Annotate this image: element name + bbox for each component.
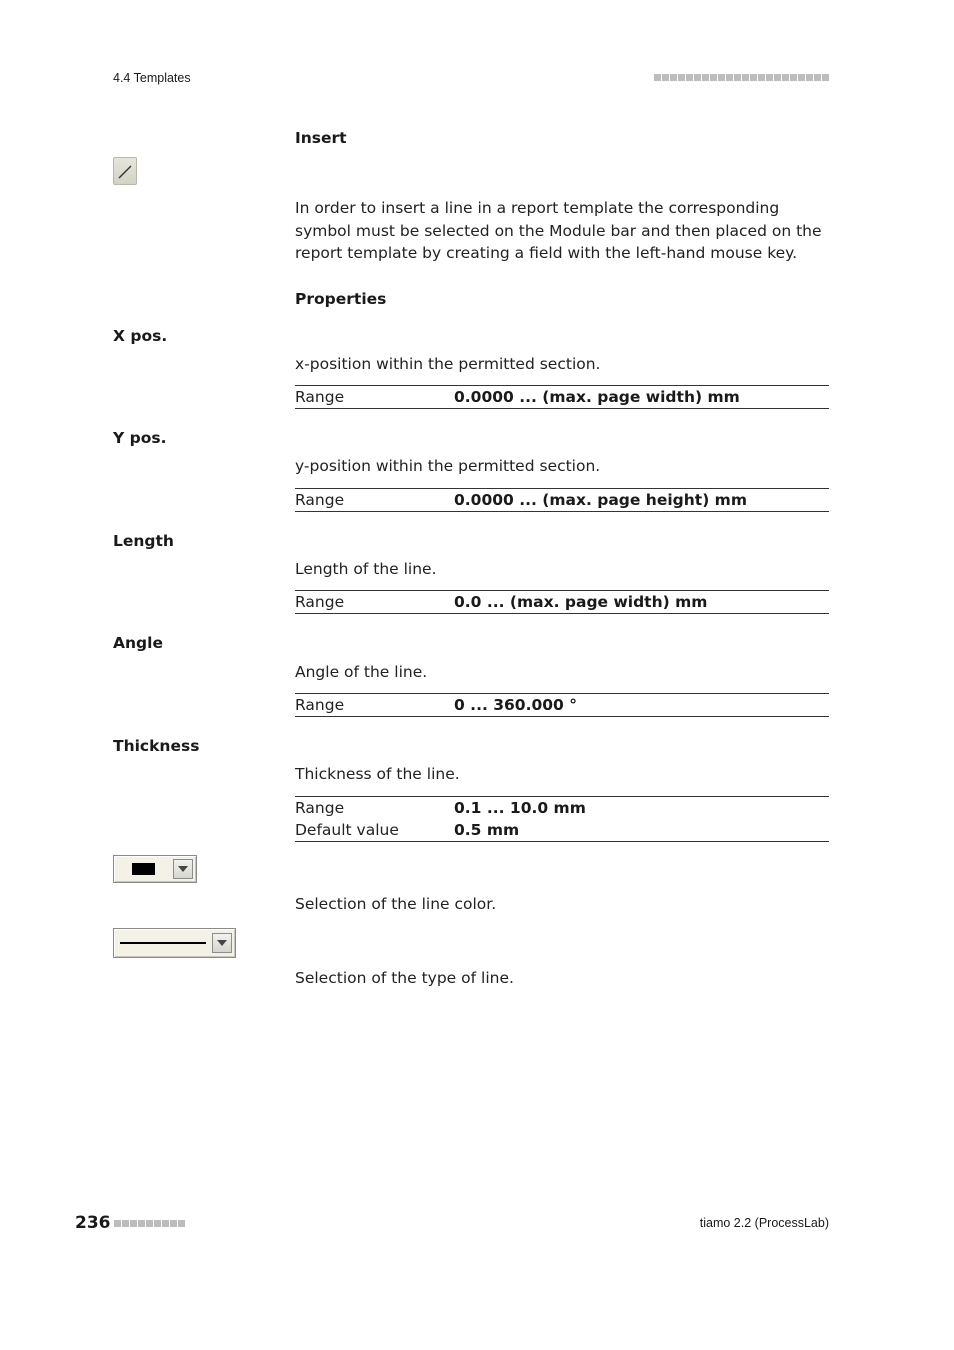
line-tool-icon <box>113 157 137 185</box>
default-value: 0.5 mm <box>454 821 520 839</box>
default-key: Default value <box>295 821 399 839</box>
insert-heading: Insert <box>295 129 347 147</box>
dropdown-button[interactable] <box>212 933 232 953</box>
table-row <box>295 694 829 717</box>
running-header: 4.4 Templates <box>113 71 191 85</box>
dropdown-button[interactable] <box>173 859 193 879</box>
header-decoration <box>654 74 829 81</box>
property-label-angle: Angle <box>113 634 163 652</box>
range-value: 0 ... 360.000 ° <box>454 696 577 714</box>
footer-decoration <box>114 1220 185 1227</box>
range-value: 0.1 ... 10.0 mm <box>454 799 586 817</box>
color-swatch <box>132 863 155 875</box>
property-desc-x-pos: x-position within the permitted section. <box>295 355 601 373</box>
insert-description: In order to insert a line in a report template the corresponding symbol must be selected on the Module bar and then placed on the report template by creating a field with the left-hand mouse key. <box>295 199 822 262</box>
range-key: Range <box>295 491 345 509</box>
table-row <box>295 797 829 820</box>
properties-heading: Properties <box>295 290 387 308</box>
table-row <box>295 819 829 842</box>
property-label-thickness: Thickness <box>113 737 200 755</box>
range-key: Range <box>295 799 345 817</box>
range-value: 0.0000 ... (max. page width) mm <box>454 388 740 406</box>
range-table-thickness <box>295 796 829 842</box>
line-type-sample <box>120 942 206 944</box>
chevron-down-icon <box>178 866 188 872</box>
range-table-angle <box>295 693 829 717</box>
range-key: Range <box>295 388 345 406</box>
range-table-y-pos <box>295 488 829 512</box>
table-row <box>295 489 829 512</box>
property-desc-y-pos: y-position within the permitted section. <box>295 457 601 475</box>
property-label-y-pos: Y pos. <box>113 429 167 447</box>
range-key: Range <box>295 593 345 611</box>
property-desc-angle: Angle of the line. <box>295 663 428 681</box>
table-row <box>295 386 829 409</box>
table-row <box>295 591 829 614</box>
range-key: Range <box>295 696 345 714</box>
product-name: tiamo 2.2 (ProcessLab) <box>699 1216 829 1230</box>
range-table-x-pos <box>295 385 829 409</box>
range-value: 0.0000 ... (max. page height) mm <box>454 491 747 509</box>
line-type-description: Selection of the type of line. <box>295 969 514 987</box>
page-number: 236 <box>75 1213 111 1233</box>
range-table-length <box>295 590 829 614</box>
property-label-length: Length <box>113 532 174 550</box>
chevron-down-icon <box>217 940 227 946</box>
line-type-combobox[interactable] <box>113 928 236 958</box>
range-value: 0.0 ... (max. page width) mm <box>454 593 708 611</box>
property-label-x-pos: X pos. <box>113 327 168 345</box>
line-color-description: Selection of the line color. <box>295 895 497 913</box>
line-color-combobox[interactable] <box>113 855 197 883</box>
property-desc-thickness: Thickness of the line. <box>295 765 460 783</box>
property-desc-length: Length of the line. <box>295 560 437 578</box>
